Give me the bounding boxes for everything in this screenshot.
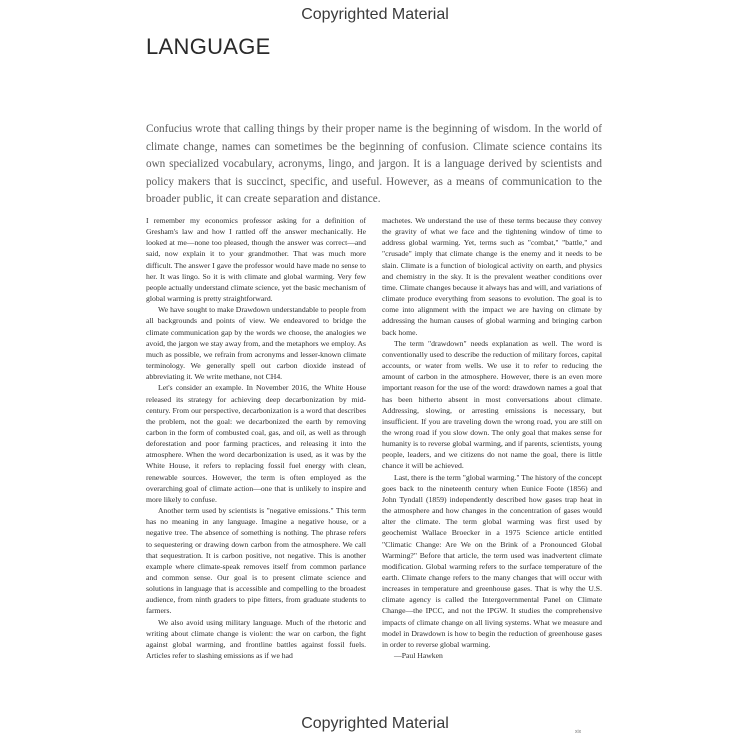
author-signoff: —Paul Hawken	[394, 651, 443, 661]
body-paragraph: The term "drawdown" needs explanation as well. The word is conventionally used to describe the reduction of military forces, capital accounts, or water from wells. We use it to refer to reducing the amount of carbon in the atmosphere. However, there is an even more important reason for the use of the word: drawdown names a goal that has been hitherto absent in most conversations about climate. Addressing, slowing, or arresting emissions is necessary, but insufficient. If you are traveling down the wrong road, you are still on the wrong road if you slow down. The only goal that makes sense for humanity is to reverse global warming, and if parents, scientists, young people, leaders, and we citizens do not name the goal, there is little chance it will be achieved.	[382, 338, 602, 471]
body-paragraph: Another term used by scientists is "negative emissions." This term has no meaning in any language. Imagine a negative house, or a negative tree. The absence of something is nothing. The phrase refers to sequestering or drawing down carbon from the atmosphere. We call that sequestration. It is carbon positive, not negative. This is another example where climate-speak removes itself from common parlance and common sense. Our goal is to present climate science and solutions in language that is accessible and compelling to the broadest audience, from ninth graders to pipe fitters, from graduate students to farmers.	[146, 506, 366, 616]
copyright-watermark-bottom: Copyrighted Material	[301, 715, 449, 732]
page-number: xix	[575, 729, 582, 735]
body-paragraph: Last, there is the term "global warming." The history of the concept goes back to the nineteenth century when Eunice Foote (1856) and John Tyndall (1859) independently described how gases trap heat in the atmosphere and how changes in the concentration of gases would alter the climate. The term global warming was first used by geochemist Wallace Broecker in a 1975 Science article entitled "Climatic Change: Are We on the Brink of a Pronounced Global Warming?" Before that article, the term used was inadvertent climate modification. Global warming refers to the surface temperature of the earth. Climate change refers to the many changes that will occur with increases in temperature and greenhouse gases. That is why the U.S. climate agency is called the Intergovernmental Panel on Climate Change—the IPCC, and not the IPGW. It studies the comprehensive impacts of climate change on all living systems. What we measure and model in Drawdown is how to begin the reduction of greenhouse gases in order to reverse global warming.	[382, 472, 602, 649]
page-title: LANGUAGE	[146, 34, 271, 59]
body-column-right	[382, 215, 602, 661]
body-paragraph: I remember my economics professor asking for a definition of Gresham's law and how I rattled off the answer mechanically. He looked at me—none too pleased, though the answer was correct—and said, now explain it to your grandmother. That was much more difficult. The answer I gave the professor would have made no sense to her. It was lingo. So it is with climate and global warming. Very few people actually understand climate science, yet the basic mechanism of global warming is pretty straightforward.	[146, 216, 366, 304]
body-column-left	[146, 215, 366, 661]
body-paragraph: We also avoid using military language. Much of the rhetoric and writing about climate change is violent: the war on carbon, the fight against global warming, and frontline battles against fossil fuels. Articles refer to slashing emissions as if we had	[146, 617, 366, 661]
body-paragraph: machetes. We understand the use of these terms because they convey the gravity of what we face and the tightening window of time to address global warming. Yet, terms such as "combat," "battle," and "crusade" imply that climate change is the enemy and it needs to be slain. Climate is a function of biological activity on earth, and physics and chemistry in the sky. It is the prevalent weather conditions over time. Climate changes because it always has and will, and variations of climate produce everything from seasons to evolution. The goal is to come into alignment with the impact we are having on climate by addressing the human causes of global warming and bringing carbon back home.	[382, 216, 602, 337]
copyright-watermark-top: Copyrighted Material	[301, 6, 449, 23]
body-paragraph: We have sought to make Drawdown understandable to people from all backgrounds and points of view. We endeavored to bridge the climate communication gap by the words we choose, the analogies we avoid, the jargon we stay away from, and the metaphors we employ. As much as possible, we refrain from acronyms and lesser-known climate terminology. We generally spell out carbon dioxide instead of abbreviating it. We write methane, not CH4.	[146, 305, 366, 382]
body-paragraph: Let's consider an example. In November 2016, the White House released its strategy for achieving deep decarbonization by mid-century. From our perspective, decarbonization is a word that describes the problem, not the goal: we decarbonized the earth by removing carbon in the form of combusted coal, gas, and oil, as well as through deforestation and poor farming practices, and releasing it into the atmosphere. When the word decarbonization is used, as it was by the White House, it refers to replacing fossil fuel energy with clean, renewable sources. However, the term is often employed as the overarching goal of climate action—one that is unlikely to inspire and more likely to confuse.	[146, 383, 366, 504]
intro-paragraph: Confucius wrote that calling things by their proper name is the beginning of wisdom. In the world of climate change, names can sometimes be the beginning of confusion. Climate science contains its own specialized vocabulary, acronyms, lingo, and jargon. It is a language derived by scientists and policy makers that is succinct, specific, and useful. However, as a means of communication to the broader public, it can create separation and distance.	[146, 123, 602, 206]
